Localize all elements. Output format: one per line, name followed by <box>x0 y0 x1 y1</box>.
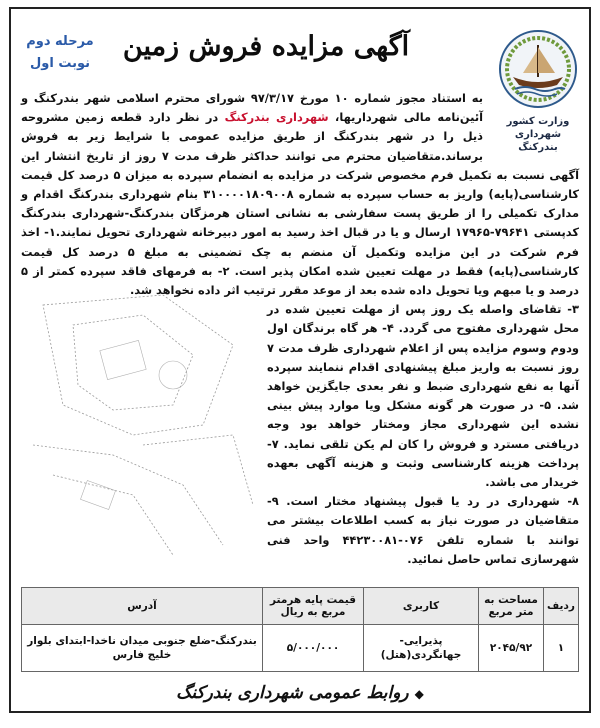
cell-price: ۵/۰۰۰/۰۰۰ <box>263 625 364 672</box>
page-title: آگهی مزایده فروش زمین <box>122 31 410 62</box>
table-header-row <box>22 588 579 625</box>
col-area: مساحت به متر مربع <box>479 588 544 625</box>
body-p1-start: به استناد مجوز شماره ۱۰ مورخ ۹۷/۳/۱۷ شورای محترم اسلامی شهر بندرکنگ و آئین‌نامه مالی شهرداریها، <box>21 91 484 125</box>
footer-signature <box>11 683 589 703</box>
cell-usage: پذیرایی-جهانگردی(هتل) <box>364 625 479 672</box>
cell-row: ۱ <box>544 625 579 672</box>
bullet-icon: ◆ <box>414 687 424 701</box>
cell-address: بندرکنگ-ضلع جنوبی میدان ناخدا-ابتدای بلوار خلیج فارس <box>22 625 263 672</box>
col-price: قیمت پایه هرمتر مربع به ریال <box>263 588 364 625</box>
notice-page <box>9 7 591 713</box>
notice-body <box>21 89 579 569</box>
land-table <box>21 587 579 672</box>
col-row: ردیف <box>544 588 579 625</box>
stage-label: مرحله دوم <box>26 34 94 49</box>
logo-municipality: شهرداری بندرکنگ <box>514 129 562 153</box>
stage-box <box>21 31 99 75</box>
municipality-highlight: شهرداری بندرکنگ <box>224 110 329 125</box>
logo-ministry: وزارت کشور <box>506 116 570 127</box>
col-usage: کاربری <box>364 588 479 625</box>
col-address: آدرس <box>22 588 263 625</box>
body-paragraph-3: ۸- شهرداری در رد یا قبول پیشنهاد مختار است. ۹- متقاضیان در صورت نیاز به کسب اطلاعات بیشتر می توانند با شماره تلفن ۰۷۶-۴۴۲۳۰۰۸۱ واحد فنی شهرسازی تماس حاصل نمائید. <box>267 494 579 566</box>
body-paragraph-2: ۳- تقاضای واصله یک روز پس از مهلت تعیین شده در محل شهرداری مفتوح می گردد. ۴- هر گاه برندگان اول ودوم وسوم مزایده پس از اعلام شهرداری ظرف مدت ۷ روز نسبت به واریز مبلغ پیشنهادی اقدام ننمایند سپرده آنها به نفع شهرداری ضبط و نفر بعدی جایگزین خواهد شد. ۵- در صورت هر گونه مشکل ویا موارد پیش بینی نشده این شهرداری مجاز ومختار خواهد بود وجه دریافتی مسترد و فروش را کان لم یکن تلقی نماید. ۷- پرداخت هزینه کارشناسی وثبت و هزینه آگهی بعهده خریدار می باشد. <box>267 302 580 490</box>
footer-text: روابط عمومی شهرداری بندرکنگ <box>176 683 409 703</box>
round-label: نوبت اول <box>29 56 91 71</box>
cell-area: ۲۰۴۵/۹۲ <box>479 625 544 672</box>
table-row <box>22 625 579 672</box>
body-p1-end: در نظر دارد قطعه زمین مشروحه ذیل را در شهر بندرکنگ از طریق مزایده عمومی با شرایط زیر به فروش برساند.متقاضیان محترم می توانند حداکثر ظرف مدت ۷ روز از تاریخ انتشار این آگهی نسبت به تکمیل فرم مخصوص شرکت در مزایده به انضمام سپرده به میزان ۵ درصد کل قیمت کارشناسی(پایه) واریز به حساب سپرده به شماره ۳۱۰۰۰۰۱۸۰۹۰۰۸ بنام شهرداری بندرکنگ اقدام و مدارک تکمیلی را از طریق پست سفارشی به نشانی استان هرمزگان بندرکنگ-شهرداری بندرکنگ کدپستی ۷۹۶۴۱-۱۷۹۶۵ ارسال و یا در قبال اخذ رسید به امور دبیرخانه شهرداری تحویل نمایند.۱- اخذ فرم شرکت در این مزایده وتکمیل آن منضم به چک تضمینی به مبلغ ۵ درصد کل قیمت کارشناسی(پایه) فقط در مهلت تعیین شده امکان پذیر است. ۲- به فرمهای فاقد سپرده کمتر از ۵ درصد و یا مبهم ویا تحویل داده شده بعد از موعد مقرر ترتیب اثر داده نخواهد شد. <box>21 110 579 298</box>
